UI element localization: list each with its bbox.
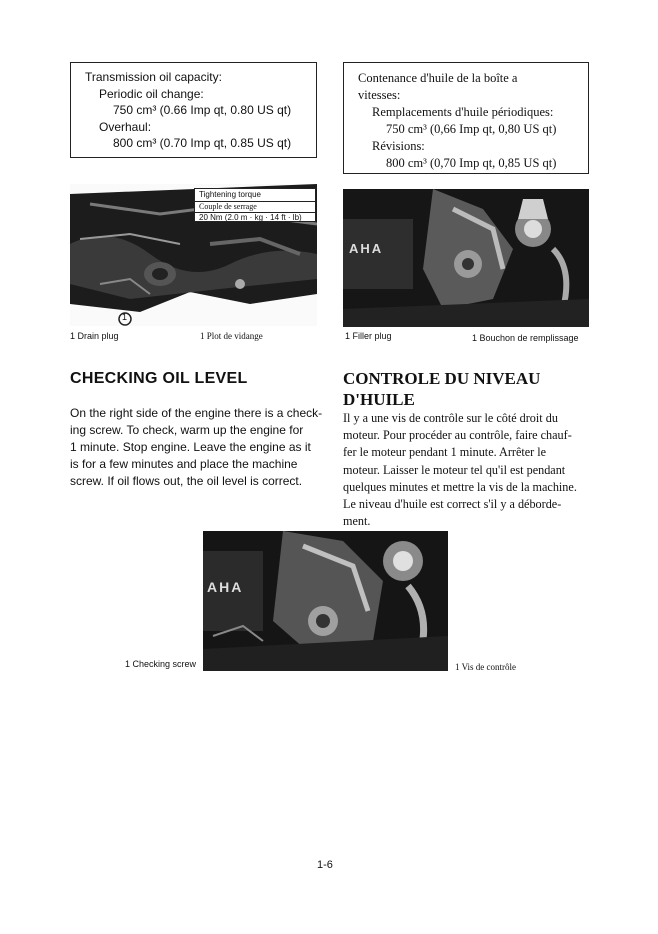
- overhaul-value-fr: 800 cm³ (0,70 Imp qt, 0,85 US qt): [386, 156, 557, 170]
- periodic-label-fr: Remplacements d'huile périodiques:: [372, 105, 554, 119]
- checking-screw-photo: [203, 531, 448, 671]
- caption-drain-fr: 1 Plot de vidange: [200, 331, 263, 341]
- caption-drain-en: 1 Drain plug: [70, 331, 119, 341]
- capacity-title-fr-1: Contenance d'huile de la boîte a: [358, 71, 518, 85]
- overhaul-label-en: Overhaul:: [99, 119, 152, 134]
- body-fr-line-1: Il y a une vis de contrôle sur le côté droit du: [343, 411, 558, 425]
- torque-value: 20 Nm (2.0 m · kg · 14 ft · lb): [195, 212, 315, 224]
- caption-check-fr: 1 Vis de contrôle: [455, 662, 517, 672]
- caption-filler-fr: 1 Bouchon de remplissage: [472, 333, 579, 343]
- brand-label-1: AHA: [349, 241, 384, 256]
- body-fr-line-4: moteur. Laisser le moteur tel qu'il est pendant: [343, 462, 566, 477]
- caption-check-en: 1 Checking screw: [125, 659, 197, 669]
- heading-fr-line-2: D'HUILE: [343, 390, 415, 409]
- periodic-value-fr: 750 cm³ (0,66 Imp qt, 0,80 US qt): [386, 122, 557, 136]
- brand-label-2: AHA: [207, 579, 244, 595]
- page-number: 1-6: [317, 859, 333, 871]
- capacity-box-fr: [343, 62, 589, 174]
- body-fr: [343, 410, 593, 530]
- capacity-title-en: Transmission oil capacity:: [85, 70, 222, 84]
- body-en-line-3: 1 minute. Stop engine. Leave the engine as it: [70, 440, 311, 454]
- body-en-line-4: is for a few minutes and place the machine: [70, 457, 298, 471]
- periodic-label-en: Periodic oil change:: [99, 86, 204, 101]
- body-en-line-1: On the right side of the engine there is a check-: [70, 406, 323, 420]
- filler-plug-photo: [343, 189, 589, 327]
- capacity-title-fr-2: vitesses:: [358, 88, 401, 102]
- heading-fr-line-1: CONTROLE DU NIVEAU: [343, 369, 541, 388]
- body-en-line-5: screw. If oil flows out, the oil level is correct.: [70, 474, 303, 488]
- body-fr-line-7: ment.: [343, 514, 371, 529]
- body-fr-line-5: quelques minutes et mettre la vis de la machine.: [343, 479, 577, 494]
- body-fr-line-2: moteur. Pour procéder au contrôle, faire chauf-: [343, 428, 572, 443]
- overhaul-label-fr: Révisions:: [372, 139, 425, 153]
- caption-filler-en: 1 Filler plug: [345, 331, 392, 341]
- body-fr-line-3: fer le moteur pendant 1 minute. Arrêter le: [343, 445, 547, 460]
- capacity-box-en: [70, 62, 317, 158]
- torque-title-fr: Couple de serrage: [195, 201, 315, 213]
- body-en-line-2: ing screw. To check, warm up the engine for: [70, 423, 304, 437]
- overhaul-value-en: 800 cm³ (0.70 Imp qt, 0.85 US qt): [113, 136, 292, 150]
- body-fr-line-6: Le niveau d'huile est correct s'il y a déborde-: [343, 497, 562, 512]
- photo-callout-1: 1: [122, 312, 128, 322]
- body-en: [70, 405, 323, 490]
- torque-box: [194, 188, 316, 222]
- heading-en: CHECKING OIL LEVEL: [70, 370, 248, 387]
- periodic-value-en: 750 cm³ (0.66 Imp qt, 0.80 US qt): [113, 103, 292, 117]
- torque-title-en: Tightening torque: [199, 190, 261, 199]
- heading-fr: [343, 368, 540, 410]
